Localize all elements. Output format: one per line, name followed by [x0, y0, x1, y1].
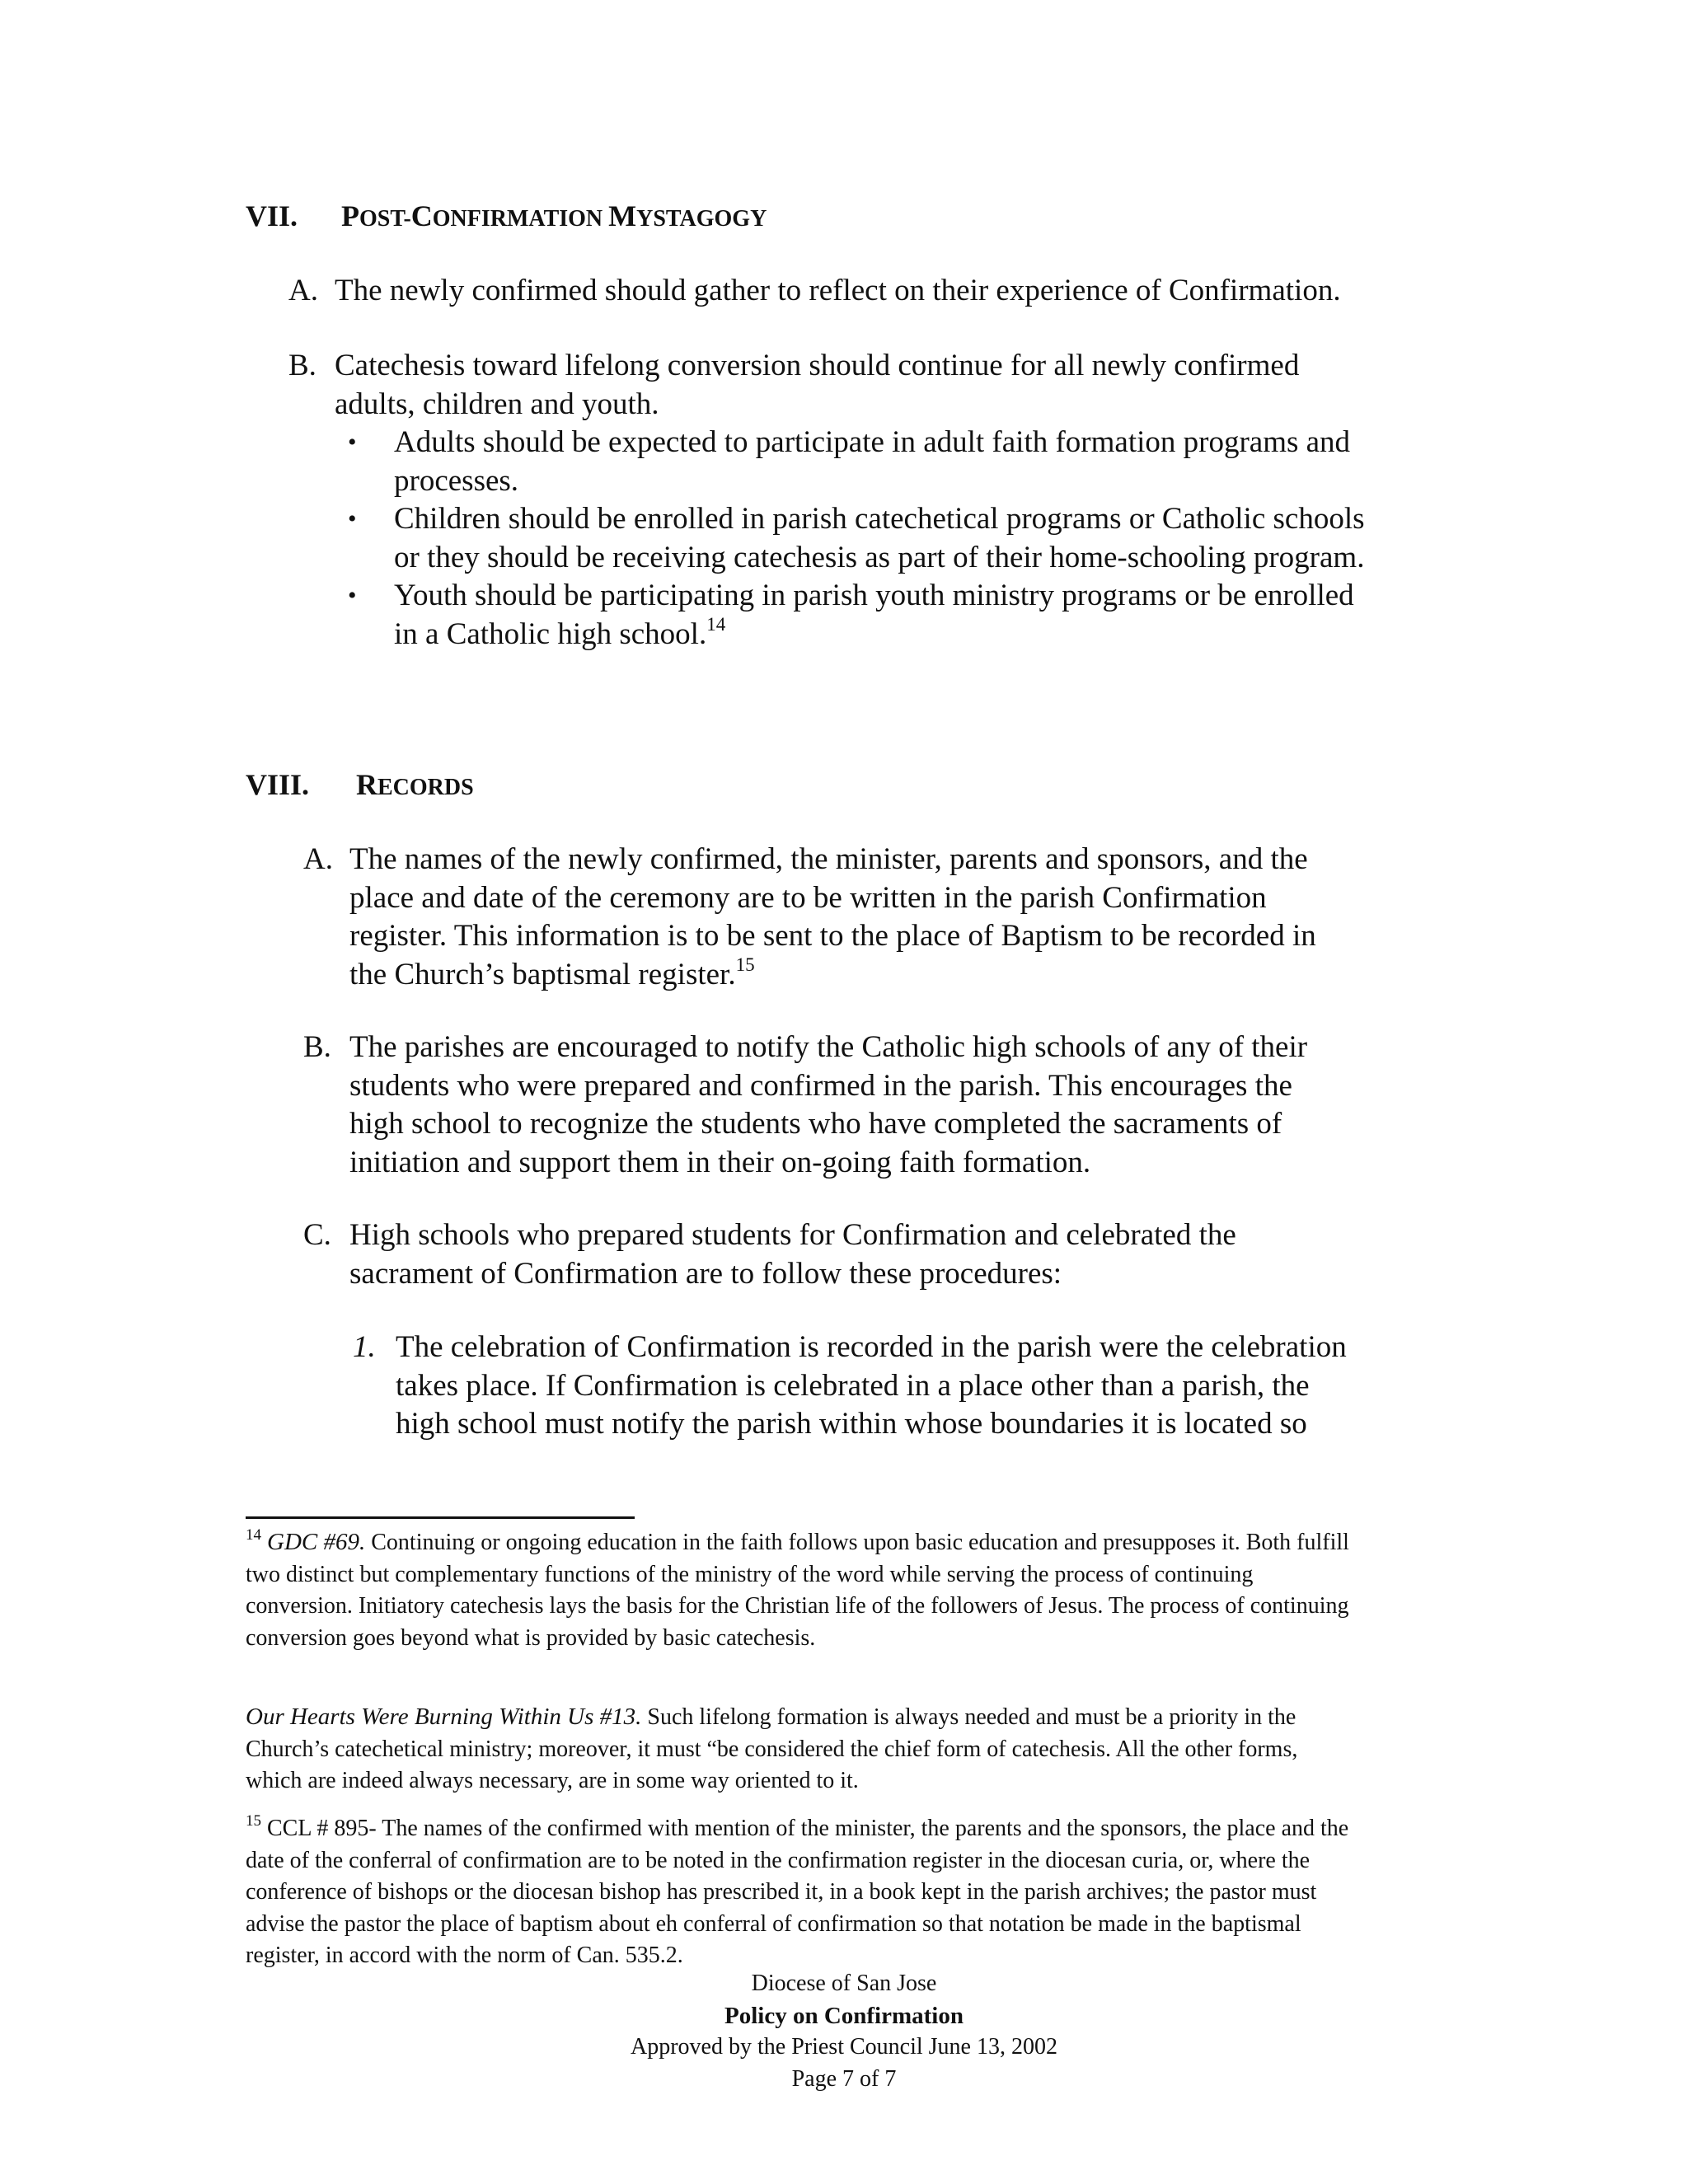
footnote-14-continued	[246, 1701, 1350, 1797]
paragraph-vii-b	[288, 347, 1336, 424]
item-label: B.	[303, 1030, 331, 1064]
section-heading-vii	[246, 198, 767, 234]
footnote-text: CCL # 895- The names of the confirmed with mention of the minister, the parents and the sponsors, the place and the date of the conferral of confirmation are to be noted in the confirmation register in the diocesan curia, or, where the conference of bishops or the diocesan bishop has prescribed it, in a book kept in the parish archives; the pastor must advise the pastor the place of baptism about eh conferral of confirmation so that notation be made in the baptismal register, in accord with the norm of Can. 535.2.	[246, 1816, 1349, 1968]
footnote-divider	[246, 1516, 635, 1519]
footer-policy-title: Policy on Confirmation	[724, 2002, 964, 2029]
section-title: RECORDS	[356, 768, 474, 801]
list-item: • Youth should be participating in parish youth ministry programs or be enrolled in a Catholic high school.$^{14}$	[348, 579, 1354, 651]
paragraph-viii-c	[303, 1216, 1306, 1293]
paragraph-text: The celebration of Confirmation is recorded in the parish were the celebration takes place. If Confirmation is celebrated in a place other than a parish, the high school must notify the parish within whose boundaries it is located so	[396, 1330, 1347, 1441]
paragraph-viii-c-1	[353, 1329, 1367, 1444]
paragraph-text: The parishes are encouraged to notify the Catholic high schools of any of their students who were prepared and confirmed in the parish. This encourages the high school to recognize the students who have completed the sacraments of initiation and support them in their on-going faith formation.	[349, 1030, 1308, 1179]
section-number: VII.	[246, 199, 298, 232]
section-title: POST-CONFIRMATION MYSTAGOGY	[341, 199, 767, 232]
footer-diocese: Diocese of San Jose	[751, 1971, 937, 1996]
paragraph-text: The newly confirmed should gather to reflect on their experience of Confirmation.	[335, 274, 1341, 307]
page-footer	[0, 1968, 1688, 2095]
citation-title: GDC #69.	[267, 1529, 366, 1555]
list-item: • Children should be enrolled in parish catechetical programs or Catholic schools or they should be receiving catechesis as part of their home-schooling program.	[348, 502, 1365, 574]
paragraph-vii-a	[288, 272, 1398, 311]
footnote-ref: 15	[735, 954, 755, 975]
item-label: B.	[288, 349, 316, 382]
footnote-mark: 15	[246, 1812, 261, 1830]
section-heading-viii	[246, 766, 474, 803]
footnote-ref: 14	[706, 613, 726, 635]
footer-approval: Approved by the Priest Council June 13, 2002	[631, 2034, 1057, 2060]
paragraph-text: The names of the newly confirmed, the minister, parents and sponsors, and the place and date of the ceremony are to be written in the parish Confirmation register. This information is to be sent to the place of Baptism to be recorded in the Church’s baptismal register.$^{15}$	[349, 842, 1316, 991]
footnote-15	[246, 1813, 1350, 1972]
bullet-icon: •	[348, 582, 357, 609]
page-number: Page 7 of 7	[791, 2065, 897, 2092]
bullet-list	[348, 424, 1367, 654]
bullet-icon: •	[348, 429, 357, 456]
item-label: A.	[303, 842, 333, 876]
list-item: • Adults should be expected to participate in adult faith formation programs and processes.	[348, 425, 1351, 498]
paragraph-text: Catechesis toward lifelong conversion should continue for all newly confirmed adults, children and youth.	[335, 349, 1300, 421]
paragraph-text: High schools who prepared students for Confirmation and celebrated the sacrament of Confirmation are to follow these procedures:	[349, 1218, 1236, 1291]
citation-title: Our Hearts Were Burning Within Us #13.	[246, 1704, 642, 1730]
item-label: 1.	[353, 1330, 376, 1364]
footnote-text: Continuing or ongoing education in the faith follows upon basic education and presupposes it. Both fulfill two distinct but complementary functions of the ministry of the word while serving the process of continuing conversion. Initiatory catechesis lays the basis for the Christian life of the followers of Jesus. The process of continuing conversion goes beyond what is provided by basic catechesis.	[246, 1530, 1349, 1651]
footnote-mark: 14	[246, 1526, 261, 1544]
paragraph-viii-a	[303, 841, 1348, 994]
footnote-text: Such lifelong formation is always needed and must be a priority in the Church’s catechetical ministry; moreover, it must “be considered the chief form of catechesis. All the other forms, which are indeed always necessary, are in some way oriented to it.	[246, 1704, 1298, 1793]
section-number: VIII.	[246, 768, 310, 801]
paragraph-viii-b	[303, 1029, 1322, 1182]
item-label: A.	[288, 274, 318, 307]
item-label: C.	[303, 1218, 331, 1252]
footnote-14	[246, 1526, 1350, 1654]
bullet-icon: •	[348, 505, 357, 532]
